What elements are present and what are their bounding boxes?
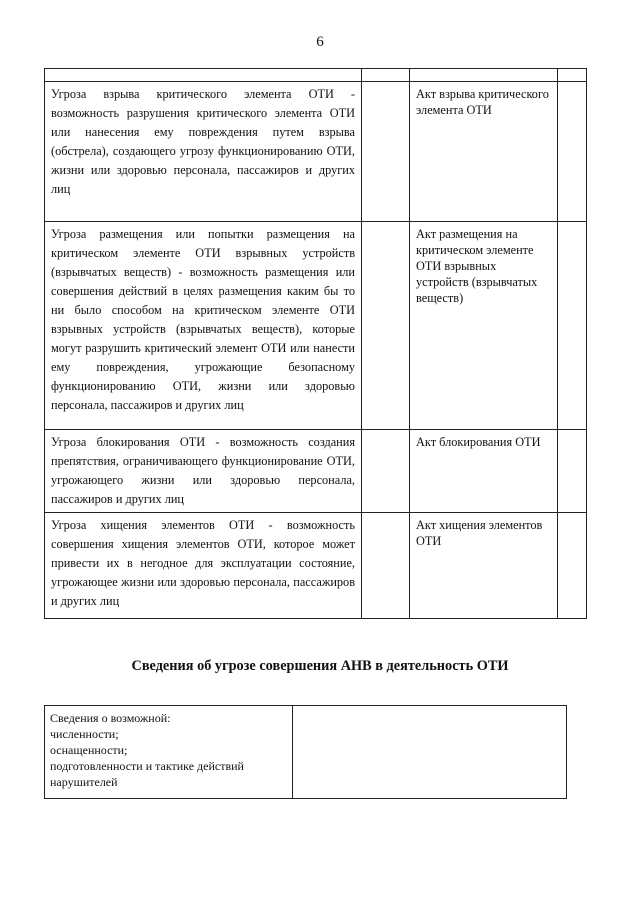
table-row bbox=[45, 430, 587, 513]
threat-description: Угроза блокирования ОТИ - возможность создания препятствия, ограничивающего функционирование ОТИ, угрожающего жизни или здоровью персонала, пассажиров и других лиц bbox=[45, 430, 362, 513]
threat-description: Угроза взрыва критического элемента ОТИ - возможность разрушения критического элемента ОТИ или нанесения ему повреждения путем взрыва (обстрела), создающего угрозу функционированию ОТИ, жизни или здоровью персонала, пассажиров и других лиц bbox=[45, 82, 362, 222]
threat-description: Угроза размещения или попытки размещения на критическом элементе ОТИ взрывных устройств (взрывчатых веществ) - возможность размещения или совершения действий в целях размещения каким бы то ни было способом на критическом элементе ОТИ взрывных устройств (взрывчатых веществ), которые могут разрушить критический элемент ОТИ или нанести ему повреждения, угрожающие безопасному функционированию ОТИ, жизни или здоровью персонала, пассажиров и других лиц bbox=[45, 222, 362, 430]
info-line: подготовленности и тактике действий нарушителей bbox=[50, 759, 244, 789]
info-line: численности; bbox=[50, 727, 119, 741]
table-cell bbox=[362, 513, 410, 619]
table-row bbox=[45, 706, 567, 799]
section-title: Сведения об угрозе совершения АНВ в деятельность ОТИ bbox=[131, 658, 509, 674]
table-cell bbox=[45, 69, 362, 82]
table-cell bbox=[362, 69, 410, 82]
intruder-info-table bbox=[44, 705, 567, 799]
page-number: 6 bbox=[316, 34, 324, 50]
table-header-row bbox=[45, 69, 587, 82]
table-cell bbox=[558, 222, 587, 430]
table-cell bbox=[558, 430, 587, 513]
table-cell bbox=[410, 69, 558, 82]
table-cell bbox=[362, 222, 410, 430]
table-cell bbox=[558, 69, 587, 82]
info-line: Сведения о возможной: bbox=[50, 711, 171, 725]
threat-act: Акт хищения элементов ОТИ bbox=[410, 513, 558, 619]
table-cell bbox=[558, 82, 587, 222]
intruder-info-value bbox=[293, 706, 567, 799]
table-row bbox=[45, 222, 587, 430]
table-cell bbox=[362, 82, 410, 222]
table-cell bbox=[362, 430, 410, 513]
threat-act: Акт взрыва критического элемента ОТИ bbox=[410, 82, 558, 222]
table-row bbox=[45, 513, 587, 619]
threat-act: Акт размещения на критическом элементе ОТИ взрывных устройств (взрывчатых веществ) bbox=[410, 222, 558, 430]
info-line: оснащенности; bbox=[50, 743, 128, 757]
threat-act: Акт блокирования ОТИ bbox=[410, 430, 558, 513]
table-row bbox=[45, 82, 587, 222]
table-cell bbox=[558, 513, 587, 619]
threats-table bbox=[44, 68, 587, 619]
threat-description: Угроза хищения элементов ОТИ - возможность совершения хищения элементов ОТИ, которое может привести их в негодное для эксплуатации состояние, угрожающее жизни или здоровью персонала, пассажиров и других лиц bbox=[45, 513, 362, 619]
intruder-info-label bbox=[45, 706, 293, 799]
